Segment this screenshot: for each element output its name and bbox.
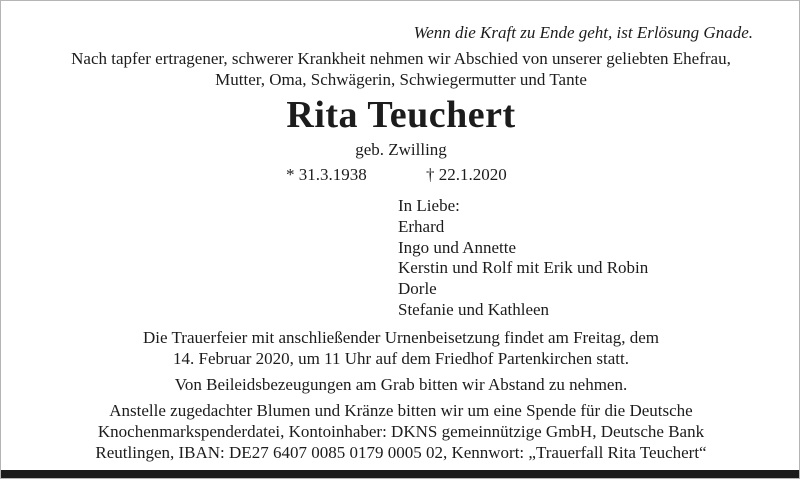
signer-name: Stefanie und Kathleen (398, 299, 550, 319)
deceased-name: Rita Teuchert (286, 94, 516, 136)
motto-quote: Wenn die Kraft zu Ende geht, ist Erlösung Gnade. (413, 23, 753, 42)
maiden-name: geb. Zwilling (355, 140, 447, 159)
intro-line-2: Mutter, Oma, Schwägerin, Schwiegermutter und Tante (215, 70, 587, 89)
signer-name: Erhard (398, 216, 445, 236)
condolence-request: Von Beileidsbezeugungen am Grab bitten wir Abstand zu nehmen. (174, 375, 628, 394)
bottom-border (1, 470, 799, 478)
birth-date: * 31.3.1938 (286, 165, 367, 184)
signer-name: Dorle (398, 279, 437, 299)
death-date: † 22.1.2020 (426, 165, 507, 184)
donation-line-3: Reutlingen, IBAN: DE27 6407 0085 0179 0005 02, Kennwort: „Trauerfall Rita Teuchert“ (95, 443, 707, 462)
donation-line-1: Anstelle zugedachter Blumen und Kränze bitten wir um eine Spende für die Deutsche (109, 401, 693, 420)
funeral-info-line-2: 14. Februar 2020, um 11 Uhr auf dem Friedhof Partenkirchen statt. (173, 349, 629, 368)
intro-line-1: Nach tapfer ertragener, schwerer Krankheit nehmen wir Abschied von unserer geliebten Ehefrau, (71, 49, 731, 68)
signer-name: Ingo und Annette (398, 237, 517, 257)
signer-name: Kerstin und Rolf mit Erik und Robin (398, 258, 649, 278)
donation-line-2: Knochenmarkspenderdatei, Kontoinhaber: DKNS gemeinnützige GmbH, Deutsche Bank (97, 422, 705, 441)
signers-heading: In Liebe: (398, 196, 460, 215)
funeral-info-line-1: Die Trauerfeier mit anschließender Urnenbeisetzung findet am Freitag, dem (143, 328, 659, 347)
signers-list (398, 196, 648, 321)
